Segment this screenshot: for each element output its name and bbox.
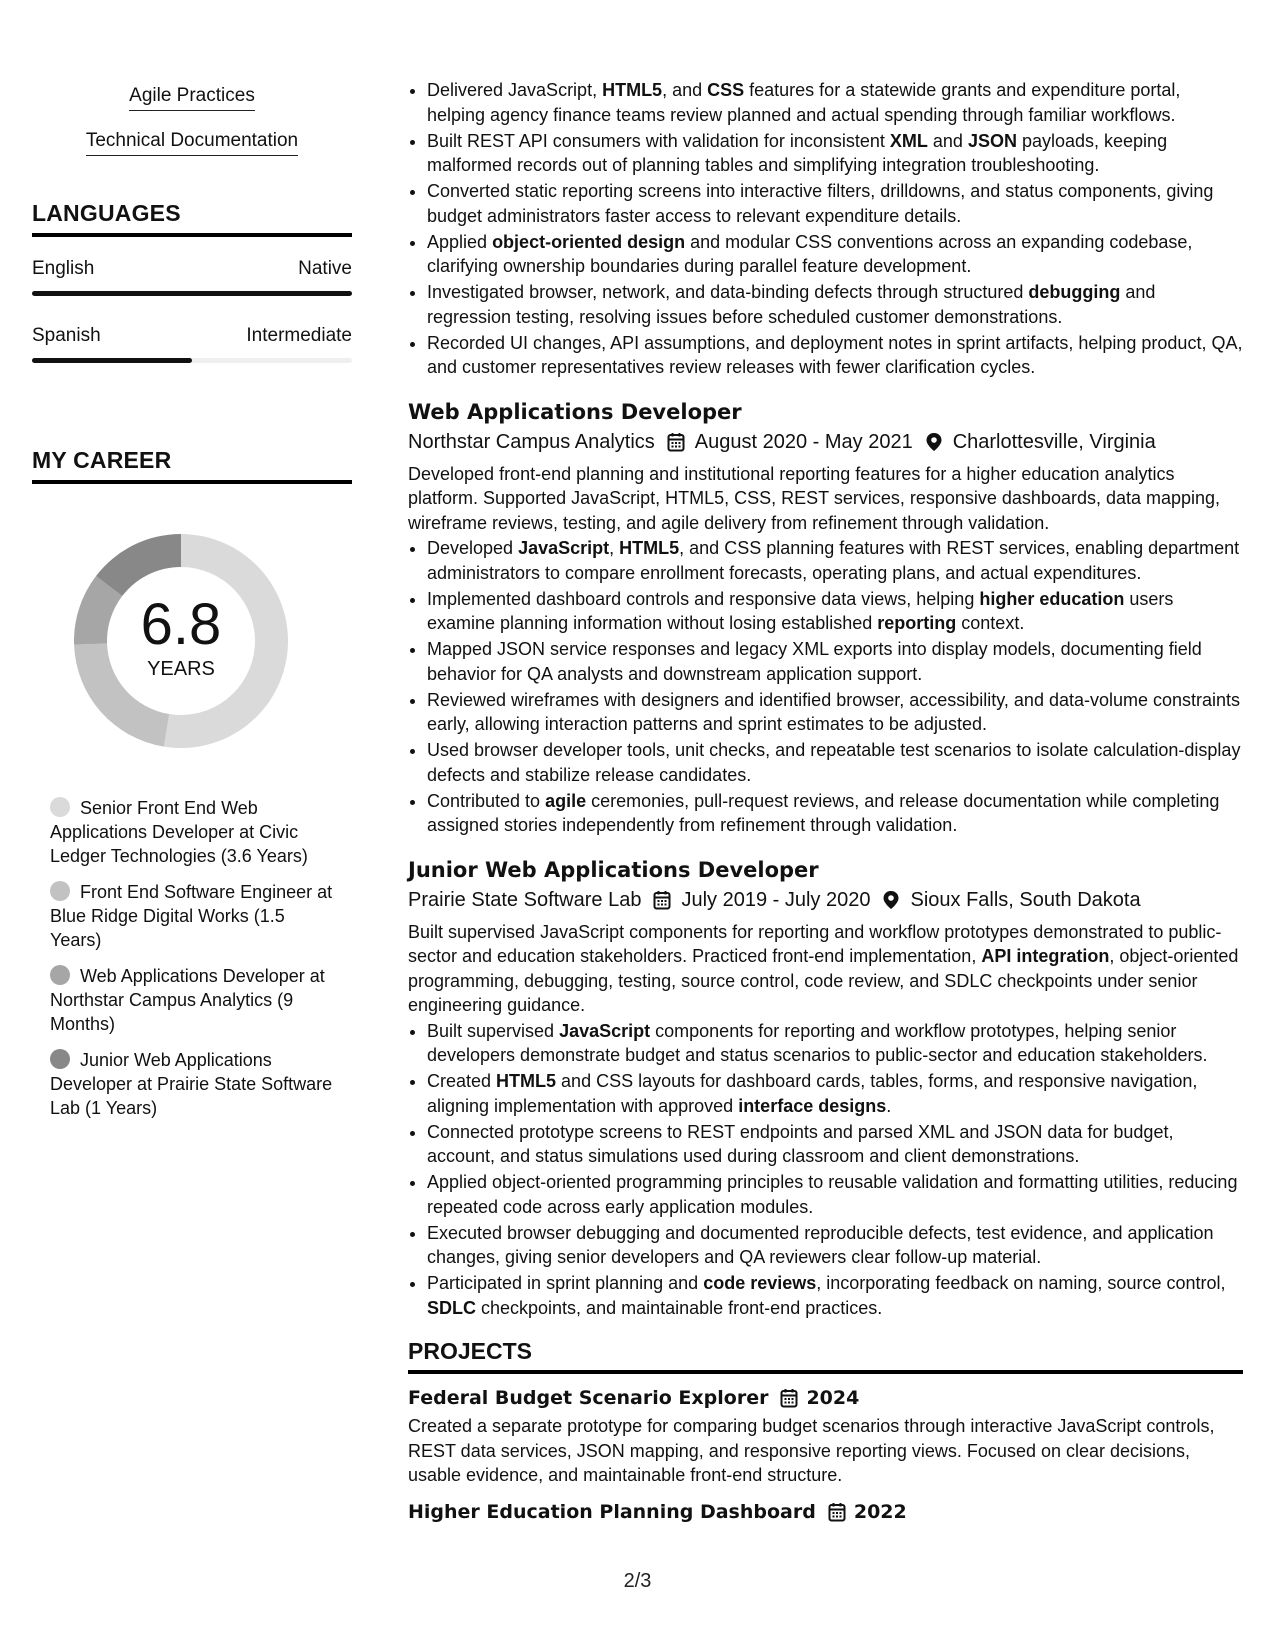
job-bullet: • Developed JavaScript, HTML5, and CSS planning features with REST services, enabling department administrators to compare enrollment forecasts, operating plans, and actual expenditures. (427, 536, 1243, 585)
job-company: Northstar Campus Analytics (408, 430, 655, 453)
language-item (32, 257, 352, 296)
language-item (32, 324, 352, 363)
legend-dot-icon (50, 881, 70, 901)
career-legend-item (50, 964, 335, 1036)
career-legend (50, 796, 335, 1120)
job-bullet: • Delivered JavaScript, HTML5, and CSS features for a statewide grants and expenditure portal, helping agency finance teams review planned and actual spending through familiar workflows. (427, 78, 1243, 127)
project-name: Federal Budget Scenario Explorer (408, 1387, 769, 1409)
language-name: English (32, 258, 95, 279)
job-bullet: • Reviewed wireframes with designers and identified browser, accessibility, and data-volume constraints early, allowing interaction patterns and sprint estimates to be adjusted. (427, 688, 1243, 737)
career-legend-text: Junior Web Applications Developer at Prairie State Software Lab (1 Years) (50, 1050, 333, 1118)
project-header (408, 1498, 1243, 1526)
job-company: Prairie State Software Lab (408, 888, 642, 911)
job-dates: August 2020 - May 2021 (694, 430, 913, 453)
projects-heading: PROJECTS (408, 1338, 1243, 1374)
language-row (32, 324, 352, 348)
language-proficiency-bar (32, 291, 352, 296)
job-bullet: • Executed browser debugging and documented reproducible defects, test evidence, and application changes, giving senior developers and QA reviewers clear follow-up material. (427, 1221, 1243, 1270)
job-entry (408, 398, 1243, 838)
language-proficiency-fill (32, 291, 352, 296)
job-bullet: • Investigated browser, network, and data-binding defects through structured debugging and regression testing, resolving issues before scheduled customer demonstrations. (427, 280, 1243, 329)
sidebar (32, 84, 352, 1132)
project-year: 2022 (853, 1500, 907, 1523)
job-meta (408, 428, 1243, 456)
skill-tag: Agile Practices (129, 84, 255, 111)
job-meta (408, 886, 1243, 914)
project-entry (408, 1384, 1243, 1488)
job-bullet: • Recorded UI changes, API assumptions, and deployment notes in sprint artifacts, helping product, QA, and customer representatives review releases with fewer clarification cycles. (427, 331, 1243, 380)
project-year: 2024 (806, 1387, 860, 1409)
project-header (408, 1384, 1243, 1412)
job-title: Junior Web Applications Developer (408, 857, 819, 882)
page-number: 2/3 (623, 1570, 652, 1592)
job-location: Charlottesville, Virginia (952, 430, 1156, 453)
languages-list (32, 257, 352, 363)
career-total-value: 6.8 (140, 592, 222, 657)
calendar-icon (828, 1502, 846, 1522)
skills-list-tail (32, 84, 352, 156)
job-bullet: • Converted static reporting screens into interactive filters, drilldowns, and status components, giving budget administrators faster access to relevant expenditure details. (427, 179, 1243, 228)
career-total-unit: YEARS (147, 658, 215, 680)
job-bullet: • Built REST API consumers with validation for inconsistent XML and JSON payloads, keeping malformed records out of planning tables and simplifying integration troubleshooting. (427, 129, 1243, 178)
skill-tag: Technical Documentation (86, 129, 298, 156)
job-bullet: • Built supervised JavaScript components for reporting and workflow prototypes, helping senior developers demonstrate budget and status scenarios to public-sector and education stakeholders. (427, 1019, 1243, 1068)
project-description: Created a separate prototype for comparing budget scenarios through interactive JavaScript controls, REST data services, JSON mapping, and responsive reporting views. Focused on clear decisions, usable evidence, and maintainable front-end structure. (408, 1416, 1215, 1485)
legend-dot-icon (50, 1049, 70, 1069)
languages-section (32, 200, 352, 363)
language-proficiency-bar (32, 358, 352, 363)
career-legend-text: Front End Software Engineer at Blue Ridge Digital Works (1.5 Years) (50, 882, 333, 950)
job-location: Sioux Falls, South Dakota (910, 888, 1141, 911)
job-bullets (408, 536, 1243, 838)
job-entry (408, 856, 1243, 1321)
job-bullet: • Created HTML5 and CSS layouts for dashboard cards, tables, forms, and responsive navigation, aligning implementation with approved interface designs. (427, 1069, 1243, 1118)
legend-dot-icon (50, 965, 70, 985)
career-legend-text: Senior Front End Web Applications Developer at Civic Ledger Technologies (3.6 Years) (50, 798, 308, 866)
languages-heading: LANGUAGES (32, 200, 352, 237)
calendar-icon (780, 1388, 798, 1408)
job-bullets (408, 1019, 1243, 1321)
continued-job-bullets (408, 78, 1243, 380)
job-bullet: • Implemented dashboard controls and responsive data views, helping higher education users examine planning information without losing established reporting context. (427, 587, 1243, 636)
experience-list (408, 398, 1243, 1321)
job-bullet: • Contributed to agile ceremonies, pull-request reviews, and release documentation while completing assigned stories independently from refinement through validation. (427, 789, 1243, 838)
projects-section (408, 1338, 1243, 1526)
language-proficiency-fill (32, 358, 192, 363)
job-bullet: • Mapped JSON service responses and legacy XML exports into display models, documenting field behavior for QA analysts and downstream application support. (427, 637, 1243, 686)
job-bullet: • Applied object-oriented design and modular CSS conventions across an expanding codebase, clarifying ownership boundaries during parallel feature development. (427, 230, 1243, 279)
language-name: Spanish (32, 325, 101, 346)
job-bullet: • Used browser developer tools, unit checks, and repeatable test scenarios to isolate calculation-display defects and stabilize release candidates. (427, 738, 1243, 787)
language-level: Native (298, 258, 352, 279)
main-content (408, 78, 1243, 1526)
career-legend-text: Web Applications Developer at Northstar Campus Analytics (9 Months) (50, 966, 325, 1034)
career-legend-item (50, 880, 335, 952)
map-pin-icon (925, 432, 943, 452)
career-donut-chart (66, 526, 296, 756)
job-summary: Built supervised JavaScript components for reporting and workflow prototypes demonstrated to public-sector and education stakeholders. Practiced front-end implementation, API integration, object-oriented programming, debugging, testing, source control, code review, and SDLC checkpoints under senior engineering guidance. (408, 921, 1239, 1015)
calendar-icon (667, 432, 685, 452)
language-level: Intermediate (246, 325, 352, 346)
career-legend-item (50, 796, 335, 868)
career-heading: MY CAREER (32, 447, 352, 484)
career-legend-item (50, 1048, 335, 1120)
job-dates: July 2019 - July 2020 (681, 888, 871, 911)
job-bullet: • Applied object-oriented programming principles to reusable validation and formatting utilities, reducing repeated code across early application modules. (427, 1170, 1243, 1219)
calendar-icon (653, 890, 671, 910)
job-summary: Developed front-end planning and institutional reporting features for a higher education analytics platform. Supported JavaScript, HTML5, CSS, REST services, responsive dashboards, data mapping, wireframe reviews, testing, and agile delivery from refinement through validation. (408, 463, 1221, 533)
project-entry (408, 1498, 1243, 1526)
job-bullet: • Connected prototype screens to REST endpoints and parsed XML and JSON data for budget, account, and status simulations used during classroom and client demonstrations. (427, 1120, 1243, 1169)
job-bullet: • Participated in sprint planning and code reviews, incorporating feedback on naming, source control, SDLC checkpoints, and maintainable front-end practices. (427, 1271, 1243, 1320)
project-name: Higher Education Planning Dashboard (408, 1500, 816, 1523)
projects-list (408, 1384, 1243, 1526)
map-pin-icon (882, 890, 900, 910)
career-section (32, 447, 352, 1120)
language-row (32, 257, 352, 281)
job-title: Web Applications Developer (408, 399, 742, 424)
legend-dot-icon (50, 797, 70, 817)
donut-center (66, 526, 296, 756)
